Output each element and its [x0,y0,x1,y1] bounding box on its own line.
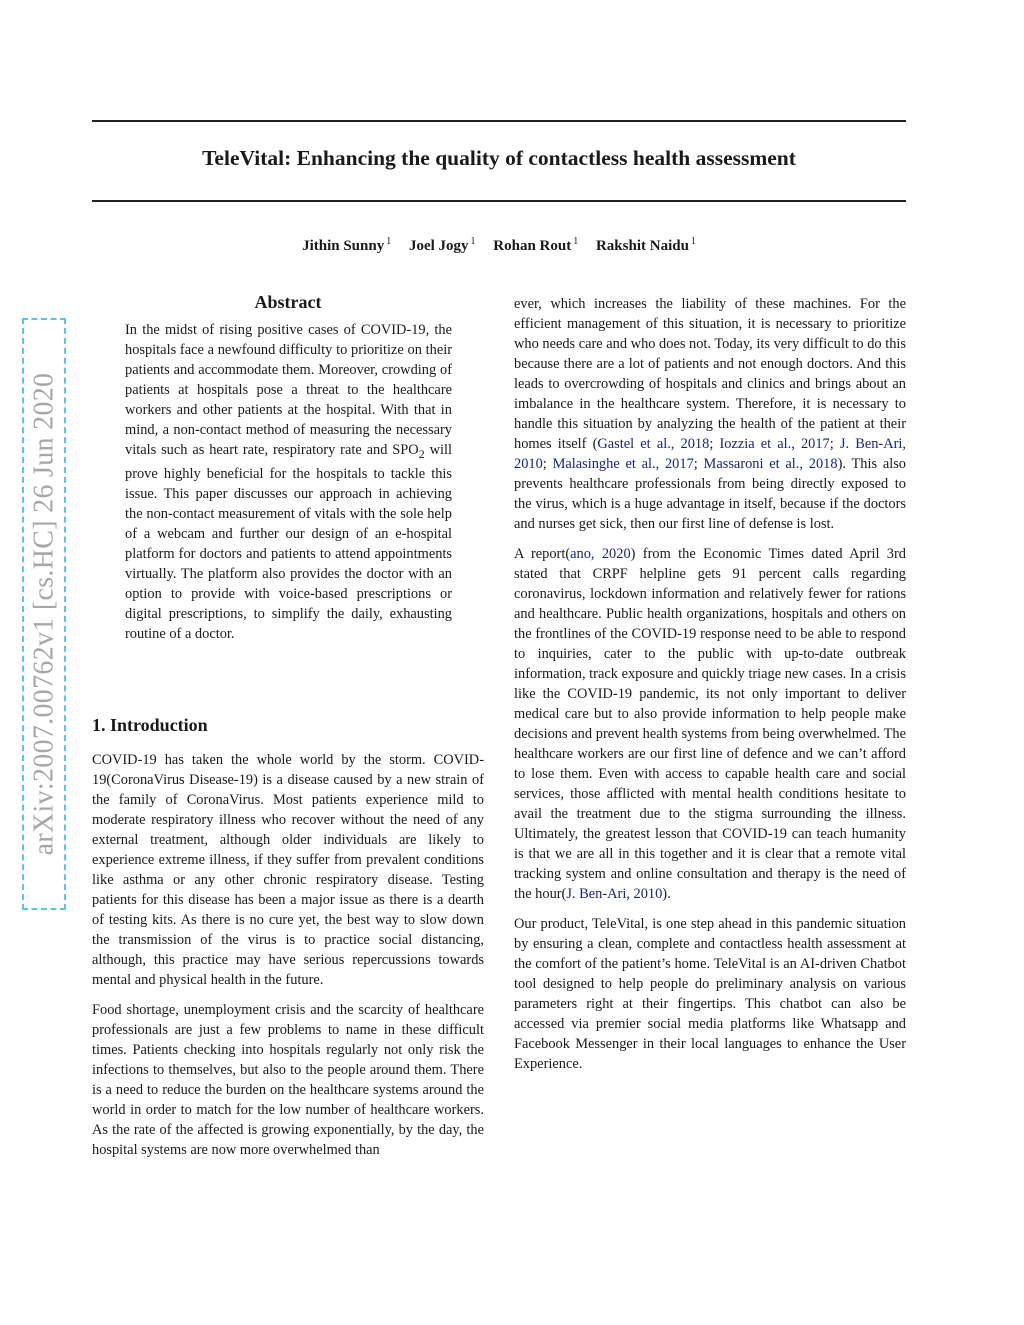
paragraph-text: A report( [514,546,571,562]
paragraph-text: ever, which increases the liability of these machines. For the efficient management of this situation, it is necessary to prioritize who needs care and who does not. Today, its very difficult to do this because there are a lot of patients and not enough doctors. And this leads to overcrowding of hospitals and clinics and brings about an imbalance in the healthcare system. Therefore, it is necessary to handle this situation by analyzing the health of the patient at their homes itself ( [514,296,906,452]
author [596,238,696,254]
citation-link[interactable]: J. Ben-Ari, 2010 [566,886,663,902]
intro-paragraph-1: COVID-19 has taken the whole world by the storm. COVID-19(CoronaVirus Disease-19) is a disease caused by a new strain of the family of CoronaVirus. Most patients experience mild to moderate respiratory illness who recover without the need of any external treatment, although older individuals are likely to experience extreme illness, if they suffer from prevalent conditions like asthma or any other chronic respiratory disease. Testing patients for this disease has been a major issue as there is a dearth of testing kits. As there is no cure yet, the best way to slow down the transmission of the virus is to practice social distancing, although, this practice may have serious repercussions towards mental and physical health in the future. [92,752,484,988]
arxiv-identifier-stamp [22,318,66,910]
intro-paragraph-2: Food shortage, unemployment crisis and the scarcity of healthcare professionals are just a few problems to name in these difficult times. Patients checking into hospitals regularly not only risk the infections to themselves, but also to the people around them. There is a need to reduce the burden on the healthcare systems around the world in order to match for the low number of healthcare workers. As the rate of the affected is growing exponentially, by the day, the hospital systems are now more overwhelmed than [92,1002,484,1158]
paper-title: TeleVital: Enhancing the quality of contactless health assessment [202,146,796,170]
citation-link[interactable]: ano, 2020 [570,546,631,562]
abstract-text [125,320,452,644]
author-affiliation: 1 [470,236,476,247]
author [409,238,476,254]
abstract-text-part-b: will prove highly beneficial for the hospitals to tackle this issue. This paper discusses our approach in achieving the non-contact measurement of vitals with the sole help of a webcam and further our design of an e-hospital platform for doctors and patients to attend appointments virtually. The platform also provides the doctor with an option to provide with voice-based prescriptions or digital prescriptions, to simplify the daily, exhausting routine of a doctor. [125,442,452,642]
citation-separator: ; [542,456,553,472]
title-top-rule [92,120,906,122]
left-column [92,750,484,1170]
paragraph-text: ). [662,886,671,902]
right-column [514,294,906,1084]
author [493,238,578,254]
author-name: Jithin Sunny [302,238,385,254]
arxiv-identifier-text: arXiv:2007.00762v1 [cs.HC] 26 Jun 2020 [28,372,60,856]
citation-link[interactable]: Massaroni et al., 2018 [703,456,838,472]
citation-separator: ; [709,436,720,452]
author [302,238,391,254]
author-name: Rohan Rout [493,238,572,254]
author-name: Joel Jogy [408,238,469,254]
intro-paragraph-3 [514,294,906,534]
abstract-subscript: 2 [418,446,425,461]
citation-link[interactable]: Iozzia et al., 2017 [719,436,830,452]
paragraph-text: ). This also prevents healthcare professionals from being directly exposed to the virus, which is a huge advantage in itself, because if the doctors and nurses get sick, then our first line of defense is lost. [514,456,906,532]
citation-link[interactable]: Gastel et al., 2018 [597,436,710,452]
author-name: Rakshit Naidu [595,238,689,254]
abstract-heading: Abstract [254,292,322,312]
citation-link[interactable]: Malasinghe et al., 2017 [552,456,694,472]
intro-paragraph-5: Our product, TeleVital, is one step ahead in this pandemic situation by ensuring a clean, complete and contactless health assessment at the comfort of the patient’s home. TeleVital is an AI-driven Chatbot tool designed to help people do preliminary analysis on various parameters right at their fingertips. This chatbot can also be accessed via premier social media platforms like Whatsapp and Facebook Messenger in their local languages to enhance the User Experience. [514,916,906,1072]
title-bottom-rule [92,200,906,202]
citation-separator: ; [693,456,704,472]
author-list [92,236,906,255]
introduction-heading: 1. Introduction [92,715,208,735]
citation-separator: ; [829,436,840,452]
paragraph-text: ) from the Economic Times dated April 3rd stated that CRPF helpline gets 91 percent calls regarding coronavirus, lockdown information and relatively fewer for rations and healthcare. Public health organizations, hospitals and others on the frontlines of the COVID-19 response need to be able to respond to inquiries, cater to the public with up-to-date outbreak information, track exposure and quickly triage new cases. In a crisis like the COVID-19 pandemic, its not only important to deliver medical care but to also provide information to help people make decisions and prevent health systems from being overwhelmed. The healthcare workers are our first line of defence and we can’t afford to lose them. Even with access to capable health care and social services, those afflicted with mental health conditions hesitate to avail the treatment due to the stigma surrounding the illness. Ultimately, the greatest lesson that COVID-19 can teach humanity is that we are all in this together and it is clear that a remote vital tracking system and online consultation and therapy is the need of the hour( [514,546,906,902]
intro-paragraph-4 [514,544,906,904]
author-affiliation: 1 [690,236,696,247]
abstract-text-part-a: In the midst of rising positive cases of COVID-19, the hospitals face a newfound difficulty to prioritize on their patients and accommodate them. Moreover, crowding of patients at hospitals pose a threat to the healthcare workers and other patients at the hospital. With that in mind, a non-contact method of measuring the necessary vitals such as heart rate, respiratory rate and SPO [125,322,452,458]
author-affiliation: 1 [386,236,392,247]
citation-link[interactable]: J. Ben-Ari, 2010 [514,436,906,472]
author-affiliation: 1 [573,236,579,247]
